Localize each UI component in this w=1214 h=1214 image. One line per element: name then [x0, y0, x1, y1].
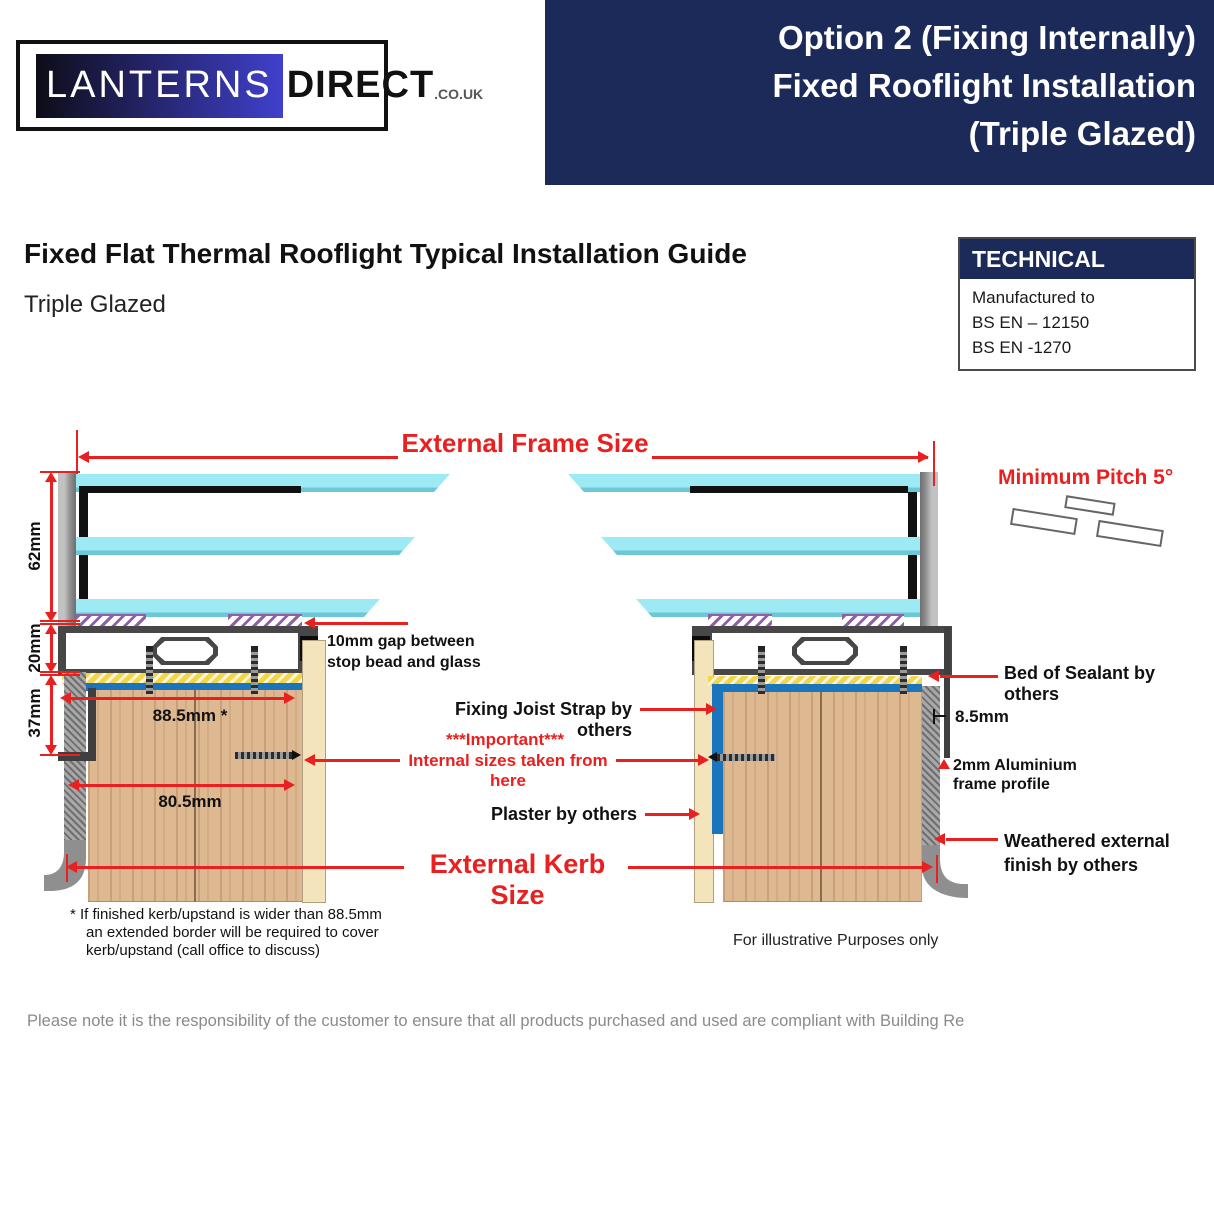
minimum-pitch-label: Minimum Pitch 5° — [998, 466, 1174, 489]
arrowhead — [60, 692, 71, 704]
important-label: ***Important*** — [445, 730, 565, 749]
pointer-line — [314, 622, 408, 625]
dim-tick — [76, 430, 78, 474]
frame-leg-right — [944, 627, 950, 758]
profile-chamber — [66, 633, 146, 669]
dim-805-label: 80.5mm — [158, 792, 222, 811]
fixing-screw — [251, 646, 258, 694]
minimum-pitch-icon — [1011, 496, 1163, 546]
joist-strap — [712, 684, 922, 692]
fixing-screw — [900, 646, 907, 694]
arrowhead — [922, 861, 933, 873]
footnote-line: * If finished kerb/upstand is wider than 88.5mm — [70, 906, 382, 923]
dim-85-label: 8.5mm — [955, 707, 1009, 726]
arrowhead — [928, 670, 939, 682]
technical-box-header: TECHNICAL — [960, 239, 1194, 279]
footnote-line: kerb/upstand (call office to discuss) — [86, 942, 321, 959]
arrowhead — [938, 759, 950, 769]
dim-tick — [40, 671, 80, 673]
dim-tick — [66, 854, 68, 882]
dim-line — [76, 784, 292, 787]
arrowhead — [706, 703, 717, 715]
arrowhead — [45, 472, 57, 482]
dim-tick — [933, 441, 935, 486]
technical-line: Manufactured to — [972, 288, 1095, 307]
dim-tick — [40, 623, 80, 625]
alu-profile-label: 2mm Aluminium — [953, 757, 1077, 774]
plaster-label: Plaster by others — [490, 804, 637, 824]
logo-suffix-text: .CO.UK — [434, 85, 484, 102]
dim-885-label: 88.5mm * — [152, 706, 228, 725]
arrowhead — [689, 808, 700, 820]
frame-bar-left — [58, 472, 76, 626]
page-title: Fixed Flat Thermal Rooflight Typical Installation Guide — [24, 238, 747, 269]
timber-kerb — [723, 692, 922, 902]
screw-tip — [708, 752, 717, 762]
logo-lanterns-text: LANTERNS — [46, 64, 273, 106]
profile-thermal-break-core — [797, 641, 853, 661]
pointer-line — [640, 708, 710, 711]
kerb-footnote — [70, 906, 382, 960]
page-subtitle: Triple Glazed — [24, 291, 166, 318]
dim-20mm-label: 20mm — [25, 623, 44, 673]
arrowhead — [284, 779, 295, 791]
fixing-screw — [146, 646, 153, 694]
arrowhead — [304, 617, 315, 629]
weathered-label: Weathered external — [1004, 831, 1170, 851]
fixing-joist-label: Fixing Joist Strap by others — [454, 699, 632, 740]
header-line-3: (Triple Glazed) — [968, 115, 1196, 152]
dim-tick — [936, 855, 938, 883]
arrowhead — [698, 754, 709, 766]
header-line-1: Option 2 (Fixing Internally) — [777, 19, 1196, 56]
alu-profile-label: frame profile — [953, 776, 1050, 793]
side-fixing-screw — [235, 752, 293, 759]
gap-label: stop bead and glass — [327, 654, 481, 671]
footnote-line: an extended border will be required to cover — [86, 924, 379, 941]
dim-line — [628, 866, 926, 869]
profile-thermal-break-core — [157, 641, 213, 661]
glass-spacer-horizontal-right — [690, 486, 908, 493]
profile-chamber — [224, 633, 298, 669]
dim-line — [652, 456, 928, 459]
timber-seam — [820, 692, 822, 902]
glass-pane — [76, 537, 415, 555]
dim-tick — [40, 620, 80, 622]
glass-pane — [601, 537, 920, 555]
profile-chamber — [712, 633, 786, 669]
pointer-line — [314, 759, 400, 762]
dim-line — [50, 629, 53, 667]
technical-line: BS EN – 12150 — [972, 313, 1090, 332]
dim-line — [68, 697, 290, 700]
pointer-line — [946, 838, 998, 841]
dim-tick — [40, 754, 80, 756]
arrowhead — [68, 779, 79, 791]
technical-line: BS EN -1270 — [972, 338, 1072, 357]
illustrative-note: For illustrative Purposes only — [733, 932, 939, 949]
glass-spacer-horizontal-left — [79, 486, 301, 493]
dim-tick — [40, 674, 80, 676]
dim-62mm-label: 62mm — [25, 521, 44, 571]
header-line-2: Fixed Rooflight Installation — [772, 67, 1196, 104]
internal-sizes-label: Internal sizes taken from here — [408, 751, 608, 790]
dim-tick — [40, 471, 80, 473]
weathered-label: finish by others — [1004, 855, 1139, 875]
dim-line — [50, 477, 53, 616]
fixing-screw — [758, 646, 765, 694]
arrowhead — [45, 624, 57, 634]
plasterboard — [302, 640, 326, 903]
weathered-finish — [922, 686, 940, 854]
arrowhead — [45, 675, 57, 685]
dim-line — [50, 680, 53, 746]
screw-tip — [292, 750, 301, 760]
arrowhead — [78, 451, 89, 463]
arrowhead — [934, 833, 945, 845]
side-fixing-screw — [717, 754, 775, 761]
dim-37mm-label: 37mm — [25, 688, 44, 738]
bed-of-sealant-label: Bed of Sealant by others — [1004, 663, 1156, 704]
dim-line — [82, 456, 398, 459]
dim-line — [76, 866, 404, 869]
pointer-line — [645, 813, 693, 816]
arrowhead — [284, 692, 295, 704]
logo-direct-text: DIRECT — [286, 64, 435, 106]
footer-disclaimer: Please note it is the responsibility of the customer to ensure that all products purchased and used are compliant with Building Re — [27, 1012, 965, 1030]
gap-label: 10mm gap between — [327, 633, 475, 650]
arrowhead — [304, 754, 315, 766]
arrowhead — [918, 451, 929, 463]
pointer-line — [616, 759, 702, 762]
pointer-line — [940, 675, 998, 678]
external-frame-size-label: External Frame Size — [401, 428, 649, 458]
dim-tick-black — [933, 715, 946, 717]
external-kerb-size-label: External Kerb Size — [429, 849, 606, 910]
frame-bar-right — [920, 472, 938, 626]
